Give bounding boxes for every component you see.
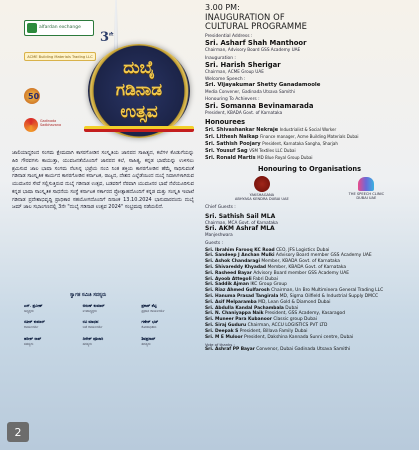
sponsor3-text: 50: [28, 92, 40, 101]
guest-item: Sri. N. Chaniyappa Naik President, GSS Academy, Kasaragod: [205, 311, 345, 317]
honouree-item: Sri. Sathish Poojary President, Karnataka Sangha, Sharjah: [205, 141, 338, 147]
guest-item: Sri. Ayoob Attegoli Fabri Dubai: [205, 276, 278, 282]
honouring-name: Sri. Somanna Bevinamarada: [205, 101, 314, 110]
sponsor1-text: alfardan exchange: [39, 24, 81, 30]
org-yakshagana: [235, 176, 289, 202]
presidential-label: Presidential Address :: [205, 34, 253, 40]
chief-guest-name: Sri. Sathish Sail MLA: [205, 212, 276, 220]
honouree-item: Sri. Shivashankar Nekraje Industrialist & Social Worker: [205, 127, 337, 134]
guest-item: Sri. M E Muloor President, Dakshina Kannada Sunni centre, Dubai: [205, 334, 354, 340]
honouring-title: President, KBADA Govt. of Karnataka: [205, 109, 283, 115]
honouree-item: Sri. Yousuf Sag VSM Textiles LLC Dubai: [205, 147, 296, 154]
emblem-line2: ಗಡಿನಾಡ: [115, 80, 163, 100]
member-item: ಅರುಣ್ ಕುಮಾರ್ ಉಪಾಧ್ಯಕ್ಷರು: [82, 303, 105, 313]
org-speech-clinic: [349, 177, 384, 201]
member-item: ದಿನೇಶ್ ಪೂಜಾರಿ ಸದಸ್ಯರು: [82, 335, 104, 346]
honouree-item: Sri. Lithesh Naikap Finance manager, Acme Building Materials Dubai: [205, 134, 359, 141]
vote-of-thanks-label: Vote of thanks :: [205, 341, 235, 347]
guest-item: Sri. Ashok Chandaragi Member, KBADA Govt. of Karnataka: [205, 259, 340, 265]
inauguration-title: Chairman, ACME Group UAE: [205, 68, 264, 74]
event-title-line2: CULTURAL PROGRAMME: [205, 21, 307, 32]
organisations-heading: Honouring to Organisations: [257, 164, 362, 173]
chief-guests-list: [205, 213, 414, 238]
guest-item: Sri. Ibrahim Farooq KC Road CEO, JFS Logistics Dubai: [205, 247, 330, 253]
guests-list: [205, 248, 414, 341]
guest-item: Sri. Rasheed Bayar Advisory Board member GSS Academy UAE: [205, 270, 350, 276]
honourees-list: [205, 127, 414, 161]
honouring-label: Honouring To Achievers :: [205, 96, 260, 102]
guest-item: Sri. Saddik Ajman IKC Group Group: [205, 282, 287, 288]
welcome-name: Sri. Vijayakumar Shetty Ganadamoole: [205, 82, 321, 89]
guest-item: Sri. Riaz Ahmed Gulfarosh Chairman, Un Bro Multiminera General Trading LLC: [205, 288, 384, 294]
emblem-line3: ಉತ್ಸವ: [120, 102, 158, 122]
emblem-line1: ದುಬೈ: [123, 58, 155, 78]
sponsor-logo-sadbhavana-icon: [24, 118, 38, 132]
left-panel: [0, 0, 200, 450]
karnataka-flag-ribbon: [84, 126, 194, 132]
inauguration-name: Sri. Harish Sherigar: [205, 60, 281, 69]
vote-of-thanks-line: Sri. Ashraf PP Bayar Convenor, Dubai Gadinada Utsava Samithi: [205, 346, 351, 352]
chief-guest-title: Chairman, MCA Govt. of Karnataka: [205, 219, 278, 225]
guest-item: Sri. Sandeep J Anchan Mulki Advisory Board member GSS Academy UAE: [205, 253, 372, 259]
organisations-row: [205, 176, 414, 202]
welcome-title: Media Convener, Gadinada Utsava Samithi: [205, 88, 295, 94]
guest-item: Sri. Shivareddy Khyadad Member, KBADA Govt. of Karnataka: [205, 264, 347, 270]
inauguration-label: Inauguration :: [205, 55, 236, 61]
member-item: ಸತೀಶ್ ಕುಮಾರ್ ಕಾರ್ಯದರ್ಶಿ: [24, 319, 45, 330]
guest-item: Sri. Asif Melparamba MD, Lean Gold & Diamond Dubai: [205, 299, 331, 305]
member-item: ರವಿ ಮಾಧವ ಜತೆ ಕಾರ್ಯದರ್ಶಿ: [82, 319, 103, 330]
guest-item: Sri. Abdulla Kandal Pachambala Dubai: [205, 305, 299, 311]
event-title-line1: INAUGURATION OF: [205, 11, 285, 22]
presidential-name: Sri. Asharf Shah Manthoor: [205, 39, 307, 48]
honouree-item: Sri. Ronald Martis MD Blue Royal Group Dubai: [205, 154, 313, 161]
yakshagana-logo-icon: [254, 176, 270, 192]
event-time: 3.00 PM:: [205, 3, 240, 12]
kannada-description: ಜಾಲಿಯಾದ್ದರಿಂದ ಸಂಗಮ ಕ್ಷೇಮವಾಗಿ ಕಾಸರಗೋಡಿನ ಸಂಸ್ಕೃತಿಯ ಜಾನಪದ ಸಾಹಿತ್ಯದ, ಕಲೆಗಳ ಕೊಡುಗೆಯನ್ನು ಹಿರಿ ಗೌರವಗಳು ಕಾಯುತ್ತಾ, ಯುವಜನತೆಯೊಂದಿಗೆ ಜಾನಪದ ಕಲೆ, ಸಾಹಿತ್ಯ, ಕನ್ನಡ ಭಾಷೆಯನ್ನು ಉಳಿಸಲು ಶ್ರಮಿಸುವ ಜಾಲ ಭಾಷಾ ಸಂಗಮ ನೆಲಸಿನ್ನ ಭಟ್ರೆಯ ನಂಬಿ ನಿಂತ ಶಕ್ತಿಯ ಕಾಸರಗೋಡಿನ ಹೆಮ್ಮೆ ಸಾಧಿಸುವಂತೆ ಗಡಿನಾಡ ಸಾಂಸ್ಕೃತಿಕ ಕಾರ್ಯದ ಕಾಸರಗೋಡಿನ ಕರ್ನಾಟಕ, ರಾಜ್ಯದ, ದೇಶದ ಎಲ್ಲೆಡೆಯಿಂದ ದುಬೈ ನಿವಾಸಿಗಳಾಗಿರುವ ಯುವಜನರ ಸೇವೆ ಸಲ್ಲಿಸುತ್ತಿರುವ ದುಬೈ ಗಡಿನಾಡ ಉತ್ಸವ, ಬಡವರಿಗೆ ನೆರವಾಗಿ ಯುವಜನರ ಭಾಷೆ ನೆಲೆಯೂರಿಸುವ ಕನ್ನಡ ಭಾಷಾ ಸಾಂಸ್ಕೃತಿಕ ಸಾಧನೆಯ ಸಂಸ್ಥೆ ಕರ್ನಾಟಕ ಸರ್ಕಾರದ ಪ್ರೋತ್ಸಾಹದೊಂದಿಗೆ ಕನ್ನಡ ಮತ್ತು ಸಂಸ್ಕೃತಿ ಇಲಾಖೆ ಗಡಿನಾಡ ಪ್ರದೇಶಾಭಿವೃದ್ಧಿ ಪ್ರಾಧಿಕಾರ ಸಹಯೋಗದೊಂದಿಗೆ ದಿನಾಂಕ 13.10.2024 ಭಾನುವಾರದಂದು ದುಬೈ ಜಮ್ ಜಾಲ ಸಭಾಂಗಣದಲ್ಲಿ 3ನೇ "ದುಬೈ ಗಡಿನಾಡ ಉತ್ಸವ 2024" ಸಂಭ್ರಮವು ನಡೆಯಲಿದೆ.: [12, 150, 194, 211]
member-item: ಪ್ರಕಾಶ್ ಶೆಟ್ಟಿ ಪ್ರಧಾನ ಕಾರ್ಯದರ್ಶಿ: [141, 303, 165, 313]
committee-members: [24, 304, 194, 346]
chief-guests-label: Chief Guests :: [205, 204, 236, 210]
presidential-title: Chairman, Advisory Board GSS Academy UAE: [205, 47, 301, 53]
guest-item: Sri. Deepak S President, Billava Family Dubai: [205, 328, 308, 334]
chief-guest-name: Sri. AKM Ashraf MLA: [205, 225, 275, 233]
sponsor-logo-alfardan: [24, 20, 94, 36]
org2-name: THE SPEECH CLINIC DUBAI UAE: [348, 191, 385, 201]
member-item: ಹರೀಶ್ ರಾವ್ ಸದಸ್ಯರು: [24, 335, 42, 346]
member-item: ಗಣೇಶ್ ಭಟ್ ಕೋಶಾಧಿಕಾರಿ: [141, 319, 159, 330]
member-item: ಎನ್. ಪ್ರವೀಣ್ ಅಧ್ಯಕ್ಷರು: [24, 303, 43, 313]
speech-clinic-logo-icon: [358, 177, 374, 191]
guest-item: Sri. Siraj Guduru Chairman, ACCU LOGISTICS PVT LTD: [205, 323, 328, 329]
edition-number: $3^{ನೇ}$: [100, 30, 114, 45]
right-panel: [200, 0, 419, 450]
page-number-badge[interactable]: 2: [7, 422, 29, 442]
welcome-label: Welcome Speech :: [205, 77, 246, 83]
honourees-heading: Honourees: [205, 118, 246, 127]
guests-label: Guests :: [205, 240, 224, 246]
alfardan-icon: [27, 23, 37, 33]
guest-item: Sri. Muneer Para Kubanoor Classic group Dubai: [205, 317, 317, 323]
sponsor-logo-acme: ACME Building Materials Trading LLC: [24, 52, 96, 61]
guest-item: Sri. Hanuma Prasad Tangirala MD, Sigma Oilfield & Industrial Supply DMCC: [205, 294, 379, 300]
committee-heading: ಸ್ವಾಗತ ಸಮಿತಿ ಸದಸ್ಯರು: [70, 293, 107, 298]
sponsor4-text: Gadinada Sadbhavana: [40, 119, 62, 128]
org1-name: YAKSHAGANA ABHYASA KENDRA DUBAI UAE: [234, 192, 289, 202]
chief-guest-title: Manjeshwara: [205, 232, 233, 238]
member-item: ಶಿವಪ್ರಸಾದ್ ಸದಸ್ಯರು: [141, 335, 156, 346]
